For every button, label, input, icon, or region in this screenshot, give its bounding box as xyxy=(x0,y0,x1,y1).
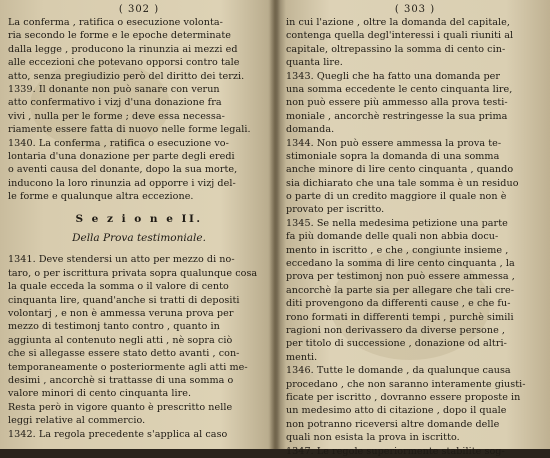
text-line: 1339. Il donante non può sanare con verun xyxy=(8,83,220,95)
text-line: temporaneamente o posteriormente agli atti me- xyxy=(8,361,248,373)
right-page xyxy=(286,0,544,457)
text-line: non può essere più ammesso alla prova testi- xyxy=(286,97,508,109)
text-line: dalla legge , producono la rinunzia ai mezzi ed xyxy=(8,43,238,55)
text-line: sia dichiarato che una tale somma è un residuo xyxy=(286,177,519,189)
text-line: diti provengono da differenti cause , e che fu- xyxy=(286,298,511,310)
left-page xyxy=(8,0,270,449)
text-line: inducono la loro rinunzia ad opporre i vizj del- xyxy=(8,177,236,189)
text-line: mento in iscritto , e che , congiunte insieme , xyxy=(286,244,509,256)
left-page-text-top xyxy=(8,16,270,203)
right-page-number: ( 303 ) xyxy=(394,4,436,15)
text-line: quanta lire. xyxy=(286,57,343,69)
text-line: contenga quella degl'interessi i quali riuniti al xyxy=(286,30,514,42)
text-line: stimoniale sopra la domanda di una somma xyxy=(286,150,500,162)
text-line: 1342. La regola precedente s'applica al caso xyxy=(8,428,228,440)
text-line: domanda. xyxy=(286,124,335,136)
text-line: volontarj , e non è ammessa veruna prova per xyxy=(8,308,234,320)
text-line: mezzo di testimonj tanto contro , quanto in xyxy=(8,321,220,333)
text-line: 1346. Tutte le domande , da qualunque causa xyxy=(286,365,511,377)
text-line: lontaria d'una donazione per parte degli eredi xyxy=(8,150,235,162)
text-line: aggiunta al contenuto negli atti , nè sopra ciò xyxy=(8,334,233,346)
text-line: per titolo di successione , donazione od altri- xyxy=(286,338,507,350)
text-line: che si allegasse essere stato detto avanti , con- xyxy=(8,348,240,360)
text-line: 1340. La conferma , ratifica o esecuzione vo- xyxy=(8,137,229,149)
text-line: un medesimo atto di citazione , dopo il quale xyxy=(286,405,507,417)
text-line: riamente essere fatta di nuovo nelle forme legali. xyxy=(8,124,251,136)
text-line: non potranno riceversi altre domande delle xyxy=(286,418,500,430)
text-line: una somma eccedente le cento cinquanta lire, xyxy=(286,83,513,95)
text-line: atto confermativo i vizj d'una donazione fra xyxy=(8,97,222,109)
text-line: valore minori di cento cinquanta lire. xyxy=(8,388,192,400)
text-line: fa più domande delle quali non abbia docu- xyxy=(286,231,499,243)
text-line: in cui l'azione , oltre la domanda del capitale, xyxy=(286,17,510,28)
text-line: ancorchè la parte sia per allegare che tali cre- xyxy=(286,284,515,296)
text-line: procedano , che non saranno interamente giusti- xyxy=(286,378,526,390)
section-subheading: Della Prova testimoniale. xyxy=(72,232,206,245)
text-line: ficate per iscritto , dovranno essere proposte in xyxy=(286,391,521,403)
text-line: o aventi causa del donante, dopo la sua morte, xyxy=(8,164,238,176)
text-line: capitale, oltrepassino la somma di cento cin- xyxy=(286,43,506,55)
text-line: quali non esista la prova in iscritto. xyxy=(286,432,460,444)
text-line: cinquanta lire, quand'anche si tratti di depositi xyxy=(8,294,240,306)
text-line: 1341. Deve stendersi un atto per mezzo di no- xyxy=(8,254,235,266)
text-line: alle eccezioni che potevano opporsi contro tale xyxy=(8,57,240,69)
text-line: 1347. Le regole superiormente stabilite sog- xyxy=(286,445,505,457)
text-line: atto, senza pregiudizio però del diritto dei terzi. xyxy=(8,70,245,82)
text-line: 1344. Non può essere ammessa la prova te- xyxy=(286,137,502,149)
text-line: rono formati in differenti tempi , purchè simili xyxy=(286,311,514,323)
left-page-text-bottom xyxy=(8,253,270,440)
text-line: taro, o per iscrittura privata sopra qualunque cosa xyxy=(8,267,258,279)
text-line: desimi , ancorchè si trattasse di una somma o xyxy=(8,374,234,386)
text-line: ria secondo le forme e le epoche determinate xyxy=(8,30,231,42)
text-line: ragioni non derivassero da diverse persone , xyxy=(286,324,506,336)
text-line: le forme e qualunque altra eccezione. xyxy=(8,191,194,203)
text-line: vivi , nulla per le forme ; deve essa necessa- xyxy=(8,110,225,122)
text-line: prova per testimonj non può essere ammessa , xyxy=(286,271,515,283)
book-gutter xyxy=(268,0,286,449)
text-line: eccedano la somma di lire cento cinquanta , la xyxy=(286,258,515,270)
section-heading: S e z i o n e II. xyxy=(75,213,203,226)
text-line: menti. xyxy=(286,351,318,363)
text-line: o parte di un credito maggiore il quale non è xyxy=(286,191,507,203)
text-line: leggi relative al commercio. xyxy=(8,415,146,427)
text-line: la quale ecceda la somma o il valore di cento xyxy=(8,281,229,293)
text-line: 1345. Se nella medesima petizione una parte xyxy=(286,217,508,229)
text-line: 1343. Quegli che ha fatto una domanda per xyxy=(286,70,501,82)
left-page-number: ( 302 ) xyxy=(118,4,160,15)
text-line: anche minore di lire cento cinquanta , quando xyxy=(286,164,514,176)
text-line: Resta però in vigore quanto è prescritto nelle xyxy=(8,401,233,413)
text-line: provato per iscritto. xyxy=(286,204,385,216)
text-line: La conferma , ratifica o esecuzione volonta- xyxy=(8,17,223,28)
text-line: moniale , ancorchè restringesse la sua prima xyxy=(286,110,508,122)
right-page-text xyxy=(286,16,544,458)
